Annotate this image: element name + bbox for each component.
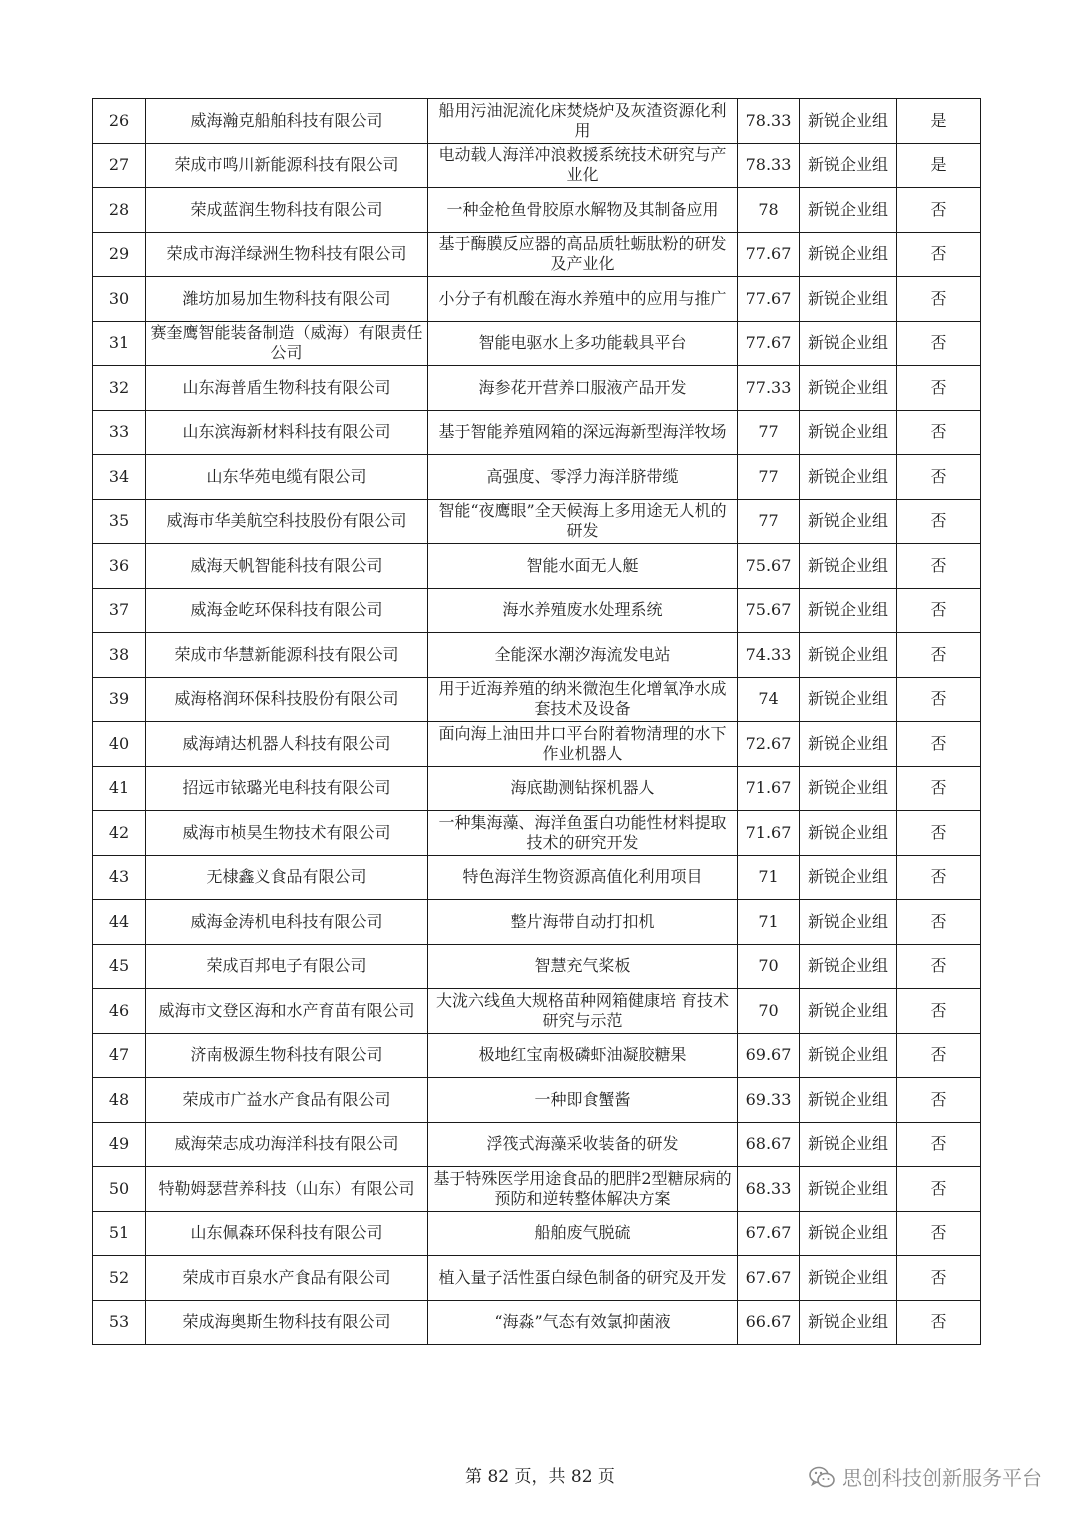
cell-flag: 否 [897,1122,981,1167]
table-row [93,1256,981,1301]
cell-flag: 否 [897,366,981,411]
cell-flag: 是 [897,99,981,144]
cell-company: 赛奎鹰智能装备制造（威海）有限责任公司 [146,321,428,366]
cell-flag: 否 [897,277,981,322]
cell-company: 山东滨海新材料科技有限公司 [146,410,428,455]
cell-number: 31 [93,321,146,366]
cell-project: 智能“夜鹰眼”全天候海上多用途无人机的研发 [428,499,738,544]
cell-group: 新锐企业组 [800,232,897,277]
cell-score: 68.33 [738,1167,800,1212]
cell-flag: 否 [897,855,981,900]
cell-score: 75.67 [738,544,800,589]
cell-company: 山东华苑电缆有限公司 [146,455,428,500]
cell-project: 用于近海养殖的纳米微泡生化增氧净水成套技术及设备 [428,677,738,722]
cell-flag: 否 [897,1167,981,1212]
cell-group: 新锐企业组 [800,722,897,767]
cell-number: 48 [93,1078,146,1123]
table-row [93,1033,981,1078]
cell-score: 77.67 [738,321,800,366]
table-row [93,544,981,589]
cell-score: 72.67 [738,722,800,767]
cell-group: 新锐企业组 [800,633,897,678]
table-row [93,143,981,188]
cell-project: “海淼”气态有效氯抑菌液 [428,1300,738,1345]
cell-project: 船舶废气脱硫 [428,1211,738,1256]
cell-number: 46 [93,989,146,1034]
cell-score: 78.33 [738,143,800,188]
cell-score: 78 [738,188,800,233]
table-row [93,366,981,411]
table-row [93,633,981,678]
cell-project: 一种即食蟹酱 [428,1078,738,1123]
cell-project: 基于特殊医学用途食品的肥胖2型糖尿病的预防和逆转整体解决方案 [428,1167,738,1212]
wechat-icon [808,1465,836,1489]
cell-project: 浮筏式海藻采收装备的研发 [428,1122,738,1167]
cell-company: 荣成市华慧新能源科技有限公司 [146,633,428,678]
table-row [93,455,981,500]
cell-flag: 否 [897,588,981,633]
table-row [93,188,981,233]
cell-flag: 否 [897,1256,981,1301]
table-row [93,766,981,811]
cell-project: 面向海上油田井口平台附着物清理的水下作业机器人 [428,722,738,767]
cell-flag: 否 [897,944,981,989]
watermark-text: 思创科技创新服务平台 [842,1466,1042,1490]
cell-company: 荣成市百泉水产食品有限公司 [146,1256,428,1301]
cell-company: 济南极源生物科技有限公司 [146,1033,428,1078]
cell-flag: 否 [897,321,981,366]
cell-project: 船用污油泥流化床焚烧炉及灰渣资源化利用 [428,99,738,144]
cell-score: 66.67 [738,1300,800,1345]
cell-score: 77 [738,499,800,544]
cell-company: 威海荣志成功海洋科技有限公司 [146,1122,428,1167]
cell-number: 40 [93,722,146,767]
cell-flag: 否 [897,410,981,455]
cell-group: 新锐企业组 [800,188,897,233]
cell-group: 新锐企业组 [800,1256,897,1301]
cell-company: 荣成市鸣川新能源科技有限公司 [146,143,428,188]
cell-group: 新锐企业组 [800,321,897,366]
cell-flag: 否 [897,1211,981,1256]
cell-company: 威海金涛机电科技有限公司 [146,900,428,945]
table-row [93,989,981,1034]
table-row [93,1167,981,1212]
cell-score: 77 [738,455,800,500]
cell-flag: 否 [897,455,981,500]
cell-company: 威海市华美航空科技股份有限公司 [146,499,428,544]
cell-group: 新锐企业组 [800,1078,897,1123]
cell-company: 威海靖达机器人科技有限公司 [146,722,428,767]
cell-company: 荣成蓝润生物科技有限公司 [146,188,428,233]
cell-company: 无棣鑫义食品有限公司 [146,855,428,900]
table-row [93,900,981,945]
cell-number: 38 [93,633,146,678]
cell-flag: 否 [897,900,981,945]
results-table-body [93,99,981,1345]
table-row [93,722,981,767]
cell-score: 77 [738,410,800,455]
cell-number: 47 [93,1033,146,1078]
cell-company: 威海天帆智能科技有限公司 [146,544,428,589]
cell-group: 新锐企业组 [800,944,897,989]
cell-number: 37 [93,588,146,633]
cell-group: 新锐企业组 [800,855,897,900]
cell-group: 新锐企业组 [800,989,897,1034]
cell-number: 42 [93,811,146,856]
cell-flag: 否 [897,188,981,233]
cell-flag: 否 [897,1078,981,1123]
cell-project: 植入量子活性蛋白绿色制备的研究及开发 [428,1256,738,1301]
cell-score: 67.67 [738,1211,800,1256]
cell-number: 36 [93,544,146,589]
cell-company: 威海瀚克船舶科技有限公司 [146,99,428,144]
cell-flag: 否 [897,232,981,277]
table-row [93,499,981,544]
cell-project: 一种金枪鱼骨胶原水解物及其制备应用 [428,188,738,233]
results-table [92,98,981,1345]
cell-score: 77.33 [738,366,800,411]
cell-score: 77.67 [738,232,800,277]
table-row [93,1211,981,1256]
cell-number: 35 [93,499,146,544]
table-row [93,1300,981,1345]
cell-group: 新锐企业组 [800,277,897,322]
cell-number: 34 [93,455,146,500]
table-row [93,410,981,455]
cell-flag: 否 [897,633,981,678]
cell-company: 荣成百邦电子有限公司 [146,944,428,989]
cell-flag: 否 [897,1033,981,1078]
table-row [93,588,981,633]
cell-number: 30 [93,277,146,322]
cell-company: 山东海普盾生物科技有限公司 [146,366,428,411]
cell-project: 海参花开营养口服液产品开发 [428,366,738,411]
cell-score: 70 [738,944,800,989]
cell-flag: 否 [897,766,981,811]
watermark [808,1462,1042,1491]
cell-number: 27 [93,143,146,188]
cell-score: 74 [738,677,800,722]
cell-flag: 否 [897,677,981,722]
cell-number: 43 [93,855,146,900]
cell-project: 极地红宝南极磷虾油凝胶糖果 [428,1033,738,1078]
table-row [93,321,981,366]
table-row [93,1078,981,1123]
cell-project: 基于酶膜反应器的高品质牡蛎肽粉的研发及产业化 [428,232,738,277]
table-row [93,855,981,900]
cell-company: 荣成市海洋绿洲生物科技有限公司 [146,232,428,277]
cell-number: 49 [93,1122,146,1167]
cell-project: 基于智能养殖网箱的深远海新型海洋牧场 [428,410,738,455]
cell-group: 新锐企业组 [800,544,897,589]
cell-number: 50 [93,1167,146,1212]
cell-project: 智能水面无人艇 [428,544,738,589]
cell-group: 新锐企业组 [800,143,897,188]
cell-group: 新锐企业组 [800,677,897,722]
cell-number: 53 [93,1300,146,1345]
cell-company: 威海金屹环保科技有限公司 [146,588,428,633]
cell-number: 44 [93,900,146,945]
cell-company: 威海格润环保科技股份有限公司 [146,677,428,722]
cell-score: 78.33 [738,99,800,144]
cell-project: 大泷六线鱼大规格苗种网箱健康培 育技术研究与示范 [428,989,738,1034]
table-row [93,1122,981,1167]
cell-company: 威海市桢昊生物技术有限公司 [146,811,428,856]
cell-group: 新锐企业组 [800,1122,897,1167]
table-row [93,232,981,277]
cell-project: 电动载人海洋冲浪救援系统技术研究与产业化 [428,143,738,188]
cell-score: 74.33 [738,633,800,678]
cell-score: 69.33 [738,1078,800,1123]
cell-project: 特色海洋生物资源高值化利用项目 [428,855,738,900]
cell-project: 海底勘测钻探机器人 [428,766,738,811]
cell-number: 39 [93,677,146,722]
cell-group: 新锐企业组 [800,1211,897,1256]
cell-score: 71.67 [738,811,800,856]
cell-flag: 是 [897,143,981,188]
cell-company: 山东佩森环保科技有限公司 [146,1211,428,1256]
table-row [93,677,981,722]
cell-group: 新锐企业组 [800,1167,897,1212]
cell-flag: 否 [897,1300,981,1345]
cell-flag: 否 [897,544,981,589]
cell-score: 71 [738,855,800,900]
cell-group: 新锐企业组 [800,1300,897,1345]
cell-number: 51 [93,1211,146,1256]
cell-company: 荣成市广益水产食品有限公司 [146,1078,428,1123]
cell-flag: 否 [897,989,981,1034]
cell-group: 新锐企业组 [800,499,897,544]
cell-score: 68.67 [738,1122,800,1167]
cell-score: 69.67 [738,1033,800,1078]
cell-number: 33 [93,410,146,455]
cell-company: 荣成海奥斯生物科技有限公司 [146,1300,428,1345]
cell-project: 智能电驱水上多功能载具平台 [428,321,738,366]
cell-score: 77.67 [738,277,800,322]
table-row [93,811,981,856]
cell-project: 一种集海藻、海洋鱼蛋白功能性材料提取技术的研究开发 [428,811,738,856]
cell-group: 新锐企业组 [800,1033,897,1078]
cell-group: 新锐企业组 [800,366,897,411]
cell-project: 小分子有机酸在海水养殖中的应用与推广 [428,277,738,322]
cell-company: 特勒姆瑟营养科技（山东）有限公司 [146,1167,428,1212]
cell-number: 45 [93,944,146,989]
cell-number: 26 [93,99,146,144]
cell-group: 新锐企业组 [800,455,897,500]
table-row [93,99,981,144]
cell-number: 41 [93,766,146,811]
cell-number: 52 [93,1256,146,1301]
cell-score: 67.67 [738,1256,800,1301]
cell-project: 海水养殖废水处理系统 [428,588,738,633]
cell-project: 智慧充气桨板 [428,944,738,989]
cell-number: 32 [93,366,146,411]
cell-company: 招远市铱璐光电科技有限公司 [146,766,428,811]
cell-flag: 否 [897,722,981,767]
table-row [93,277,981,322]
page-number: 第 82 页，共 82 页 [465,1467,615,1487]
cell-group: 新锐企业组 [800,900,897,945]
cell-group: 新锐企业组 [800,588,897,633]
cell-project: 高强度、零浮力海洋脐带缆 [428,455,738,500]
cell-flag: 否 [897,811,981,856]
cell-score: 71 [738,900,800,945]
cell-score: 75.67 [738,588,800,633]
cell-number: 29 [93,232,146,277]
table-row [93,944,981,989]
cell-flag: 否 [897,499,981,544]
cell-company: 威海市文登区海和水产育苗有限公司 [146,989,428,1034]
cell-score: 70 [738,989,800,1034]
cell-group: 新锐企业组 [800,410,897,455]
cell-company: 潍坊加易加生物科技有限公司 [146,277,428,322]
cell-project: 全能深水潮汐海流发电站 [428,633,738,678]
cell-group: 新锐企业组 [800,766,897,811]
cell-project: 整片海带自动打扣机 [428,900,738,945]
cell-group: 新锐企业组 [800,811,897,856]
cell-score: 71.67 [738,766,800,811]
cell-group: 新锐企业组 [800,99,897,144]
cell-number: 28 [93,188,146,233]
